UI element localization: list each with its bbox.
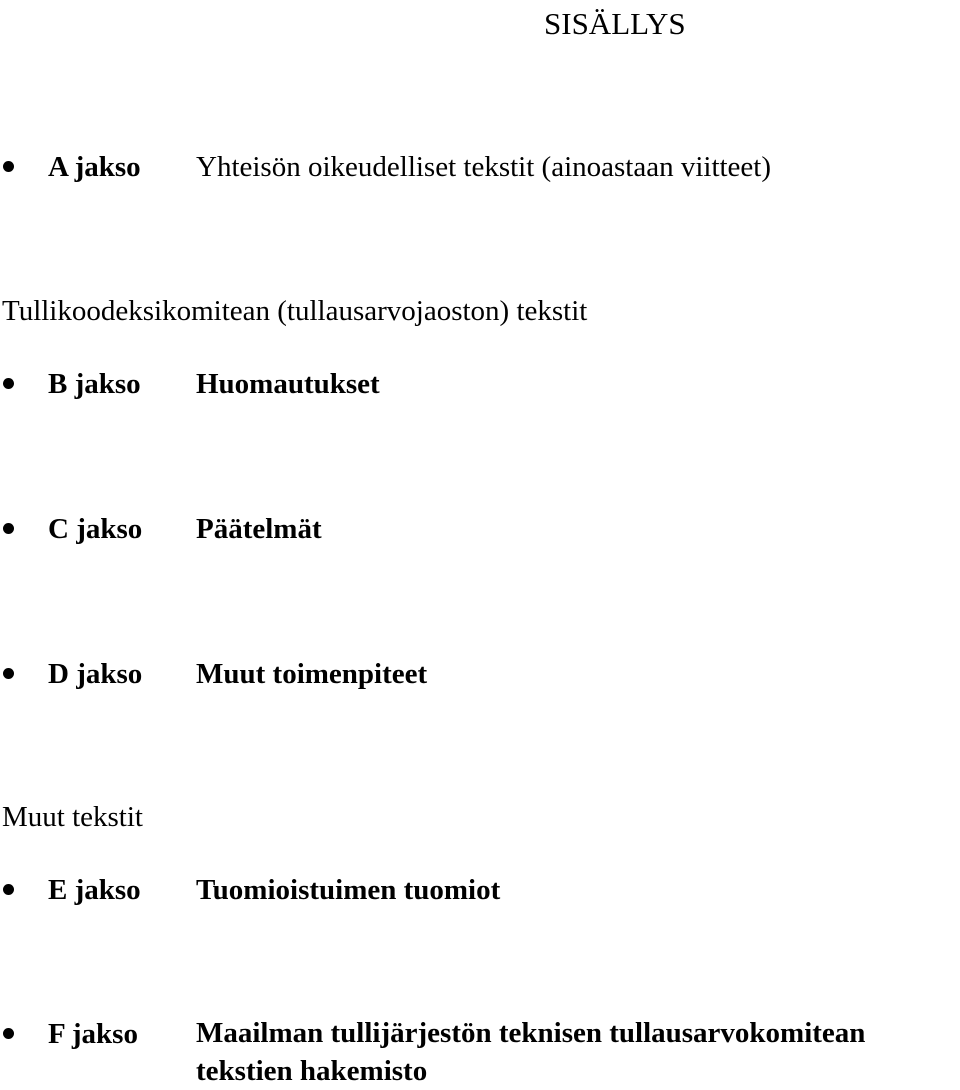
bullet-icon — [3, 161, 14, 172]
toc-item-description: Muut toimenpiteet — [196, 658, 428, 690]
toc-item-c — [0, 509, 960, 549]
toc-item-label: C jakso — [48, 513, 143, 545]
toc-item-description: Tuomioistuimen tuomiot — [196, 874, 501, 906]
toc-item-label: D jakso — [48, 658, 143, 690]
toc-item-label: B jakso — [48, 368, 141, 400]
toc-item-description: Huomautukset — [196, 368, 380, 400]
bullet-icon — [3, 378, 14, 389]
toc-item-e — [0, 870, 960, 910]
toc-item-description: Yhteisön oikeudelliset tekstit (ainoastaan viitteet) — [196, 151, 772, 183]
toc-item-b — [0, 364, 960, 404]
toc-item-label: E jakso — [48, 874, 141, 906]
bullet-icon — [3, 884, 14, 895]
bullet-icon — [3, 1028, 14, 1039]
section-heading-other: Muut tekstit — [2, 801, 143, 833]
bullet-icon — [3, 523, 14, 534]
toc-item-label: A jakso — [48, 151, 141, 183]
section-heading-committee: Tullikoodeksikomitean (tullausarvojaoston) tekstit — [2, 295, 588, 327]
toc-item-a — [0, 147, 960, 187]
toc-item-description: Maailman tullijärjestön teknisen tullausarvokomitean tekstien hakemisto — [196, 1017, 866, 1087]
toc-item-description: Päätelmät — [196, 513, 322, 545]
toc-item-label: F jakso — [48, 1018, 138, 1050]
toc-item-d — [0, 654, 960, 694]
page-title: SISÄLLYS — [544, 6, 686, 41]
toc-item-f — [0, 1014, 960, 1090]
bullet-icon — [3, 668, 14, 679]
